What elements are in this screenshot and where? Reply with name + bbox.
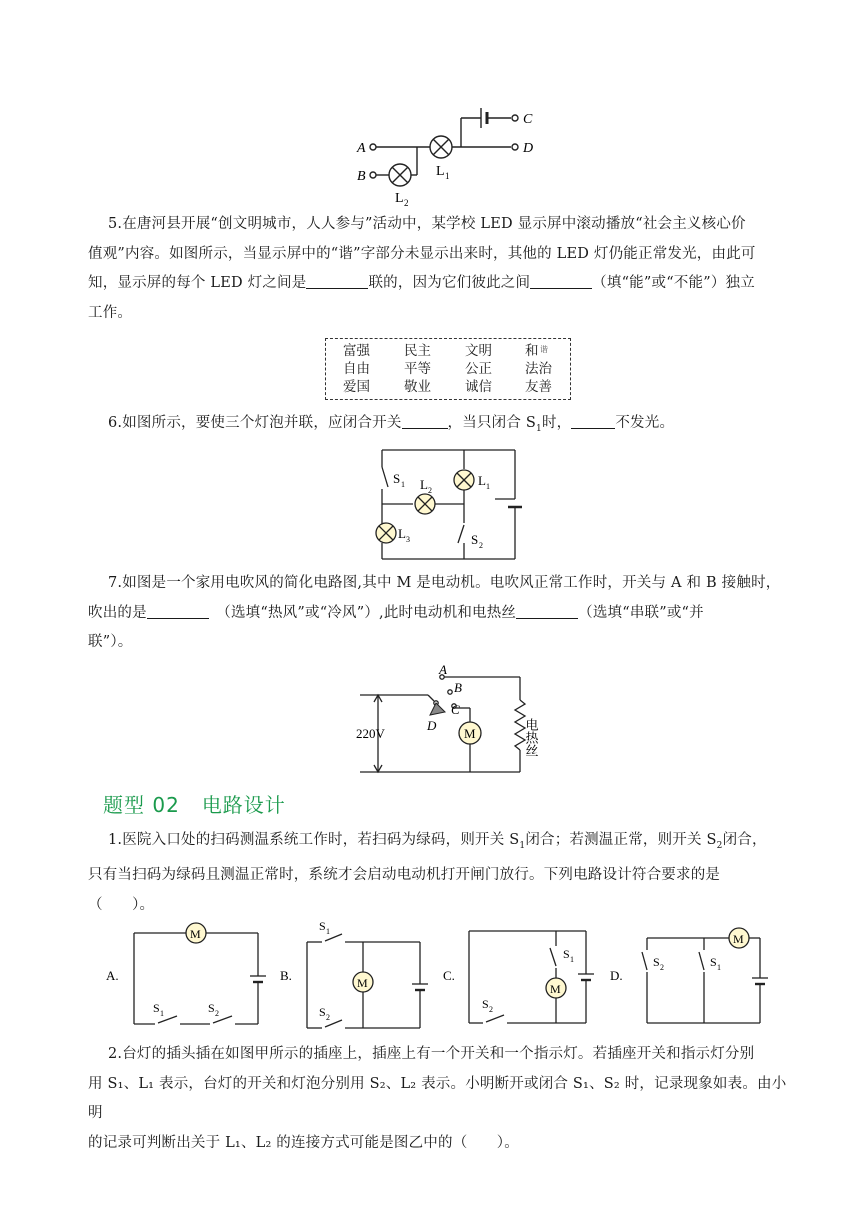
q6-text-d: 不发光。	[615, 415, 675, 431]
label-L2: L	[395, 191, 404, 206]
slogan-r3c2: 敬业	[404, 379, 431, 395]
d2-line1: 2.台灯的插头插在如图甲所示的插座上，插座上有一个开关和一个指示灯。若插座开关和指示灯分别	[108, 1046, 755, 1062]
d2-line2: 用 S₁、L₁ 表示，台灯的开关和灯泡分别用 S₂、L₂ 表示。小明断开或闭合 S₁、S₂ 时，记录现象如表。由小明	[88, 1075, 787, 1121]
q6-blank-1[interactable]	[402, 412, 448, 429]
q7-label-B: B	[454, 680, 462, 695]
design-question-1	[88, 826, 788, 920]
section-title: 电路设计	[201, 793, 286, 817]
option-C-motor: M	[550, 982, 561, 996]
q7-label-C: C	[451, 702, 460, 717]
option-D-motor: M	[733, 932, 744, 946]
q6-blank-2[interactable]	[571, 412, 615, 429]
slogan-r1c2: 民主	[404, 343, 431, 359]
d1-line1b: 闭合；若测温正常，则开关 S	[525, 832, 717, 848]
q6-label-L1: L	[478, 473, 486, 488]
label-L1: L	[436, 164, 445, 179]
d1-line2: 只有当扫码为绿码且测温正常时，系统才会启动电动机打开闸门放行。下列电路设计符合要求的是	[88, 867, 721, 884]
slogan-r3c1: 爱国	[343, 379, 370, 395]
question-6	[88, 409, 788, 444]
q7-blank-2[interactable]	[516, 602, 578, 619]
option-D-label[interactable]: D.	[610, 968, 623, 983]
label-C: C	[523, 112, 533, 127]
q7-hairdryer-circuit	[350, 660, 560, 780]
question-7	[88, 569, 788, 658]
top-circuit-figure	[355, 98, 555, 208]
option-C-label[interactable]: C.	[443, 968, 455, 983]
q6-circuit-figure	[365, 445, 525, 565]
d1-options-figure	[100, 920, 790, 1035]
slogan-r3c3: 诚信	[465, 379, 492, 395]
q6-label-S1-sub: 1	[401, 480, 405, 489]
option-B-S2: S	[319, 1005, 326, 1019]
option-B-label[interactable]: B.	[280, 968, 292, 983]
q6-text-b: ，当只闭合 S	[447, 415, 536, 431]
section-number: 题型 02	[103, 793, 180, 817]
q6-label-S2: S	[471, 532, 479, 547]
q5-blank-2[interactable]	[530, 272, 592, 289]
option-C-S1: S	[563, 947, 570, 961]
option-B-S1-sub: 1	[326, 927, 330, 936]
option-C-S2: S	[482, 997, 489, 1011]
q7-label-voltage: 220V	[356, 726, 385, 741]
q5-line3a: 知，显示屏的每个 LED 灯之间是	[88, 275, 307, 291]
slogan-r1c3: 文明	[465, 343, 492, 359]
slogan-r1c4-partial: 谐	[540, 345, 547, 354]
slogan-r3c4: 友善	[525, 379, 552, 395]
slogan-r2c4: 法治	[525, 361, 552, 377]
q6-label-L2: L	[420, 477, 428, 492]
label-L1-sub: 1	[445, 171, 450, 181]
option-A-S1-sub: 1	[160, 1009, 164, 1018]
label-D: D	[523, 141, 534, 156]
q6-text-c: 时，	[541, 415, 572, 431]
question-5	[88, 210, 788, 328]
q7-line2c: （选填“串联”或“并	[578, 604, 704, 621]
q5-line1: 5.在唐河县开展“创文明城市，人人参与”活动中，某学校 LED 显示屏中滚动播放“社会主义核心价	[108, 216, 746, 232]
q7-label-A: A	[439, 662, 447, 677]
d1-line1-sub1: 1	[519, 840, 526, 851]
d1-line3: （ ）。	[88, 896, 155, 913]
q5-line3c: （填“能”或“不能”）独立	[592, 275, 755, 291]
label-L2-sub: 2	[404, 198, 409, 208]
option-D-S2: S	[653, 955, 660, 969]
q7-motor-M: M	[464, 726, 476, 741]
slogan-r2c1: 自由	[343, 361, 370, 377]
q7-line2a: 吹出的是	[88, 604, 147, 621]
q6-text-a: 6.如图所示，要使三个灯泡并联，应闭合开关	[108, 415, 402, 431]
q5-line2: 值观”内容。如图所示，当显示屏中的“谐”字部分未显示出来时，其他的 LED 灯仍能正常发光，由此可	[88, 245, 756, 262]
label-A: A	[357, 141, 366, 156]
q7-rotary-switch[interactable]	[430, 703, 445, 715]
option-A-S2: S	[208, 1001, 215, 1015]
option-B-S1: S	[319, 920, 326, 933]
q6-label-L3: L	[398, 526, 406, 541]
q5-line4: 工作。	[88, 304, 133, 321]
option-A-motor: M	[190, 927, 201, 941]
q7-label-heater: 电热丝	[523, 718, 539, 757]
design-question-2	[88, 1040, 788, 1158]
slogan-r1c1: 富强	[343, 343, 370, 359]
led-slogan-box	[325, 338, 571, 400]
d1-line1-sub2: 2	[716, 840, 723, 851]
q6-label-S1: S	[393, 471, 401, 486]
q7-line1: 7.如图是一个家用电吹风的简化电路图,其中 M 是电动机。电吹风正常工作时，开关与 A 和 B 接触时，	[108, 575, 781, 591]
label-B: B	[357, 169, 366, 184]
slogan-r2c3: 公正	[465, 361, 492, 377]
slogan-r1c4: 和	[525, 343, 539, 359]
option-D-S2-sub: 2	[660, 963, 664, 972]
q6-label-L1-sub: 1	[486, 482, 490, 491]
q7-line2b: （选填“热风”或“冷风”）,此时电动机和电热丝	[223, 604, 517, 621]
q6-label-L3-sub: 3	[406, 535, 410, 544]
option-B-motor: M	[357, 976, 368, 990]
option-B-S2-sub: 2	[326, 1013, 330, 1022]
slogan-r2c2: 平等	[404, 361, 431, 377]
q6-label-L2-sub: 2	[428, 486, 432, 495]
option-D-S1: S	[710, 955, 717, 969]
q7-blank-1[interactable]	[147, 602, 209, 619]
q6-text-sub: 1	[536, 423, 542, 434]
option-C-S2-sub: 2	[489, 1005, 493, 1014]
option-D-S1-sub: 1	[717, 963, 721, 972]
d1-line1c: 闭合，	[722, 832, 767, 848]
option-A-S1: S	[153, 1001, 160, 1015]
option-A-label[interactable]: A.	[106, 968, 119, 983]
q7-label-D: D	[427, 718, 437, 733]
section-heading	[103, 789, 286, 818]
q7-line3: 联”）。	[88, 634, 133, 650]
d2-line3: 的记录可判断出关于 L₁、L₂ 的连接方式可能是图乙中的（ ）。	[88, 1134, 519, 1151]
option-A-S2-sub: 2	[215, 1009, 219, 1018]
q5-blank-1[interactable]	[306, 272, 368, 289]
option-C-S1-sub: 1	[570, 955, 574, 964]
q6-label-S2-sub: 2	[479, 541, 483, 550]
q5-line3b: 联的，因为它们彼此之间	[368, 275, 531, 291]
d1-line1a: 1.医院入口处的扫码测温系统工作时，若扫码为绿码，则开关 S	[108, 832, 520, 848]
